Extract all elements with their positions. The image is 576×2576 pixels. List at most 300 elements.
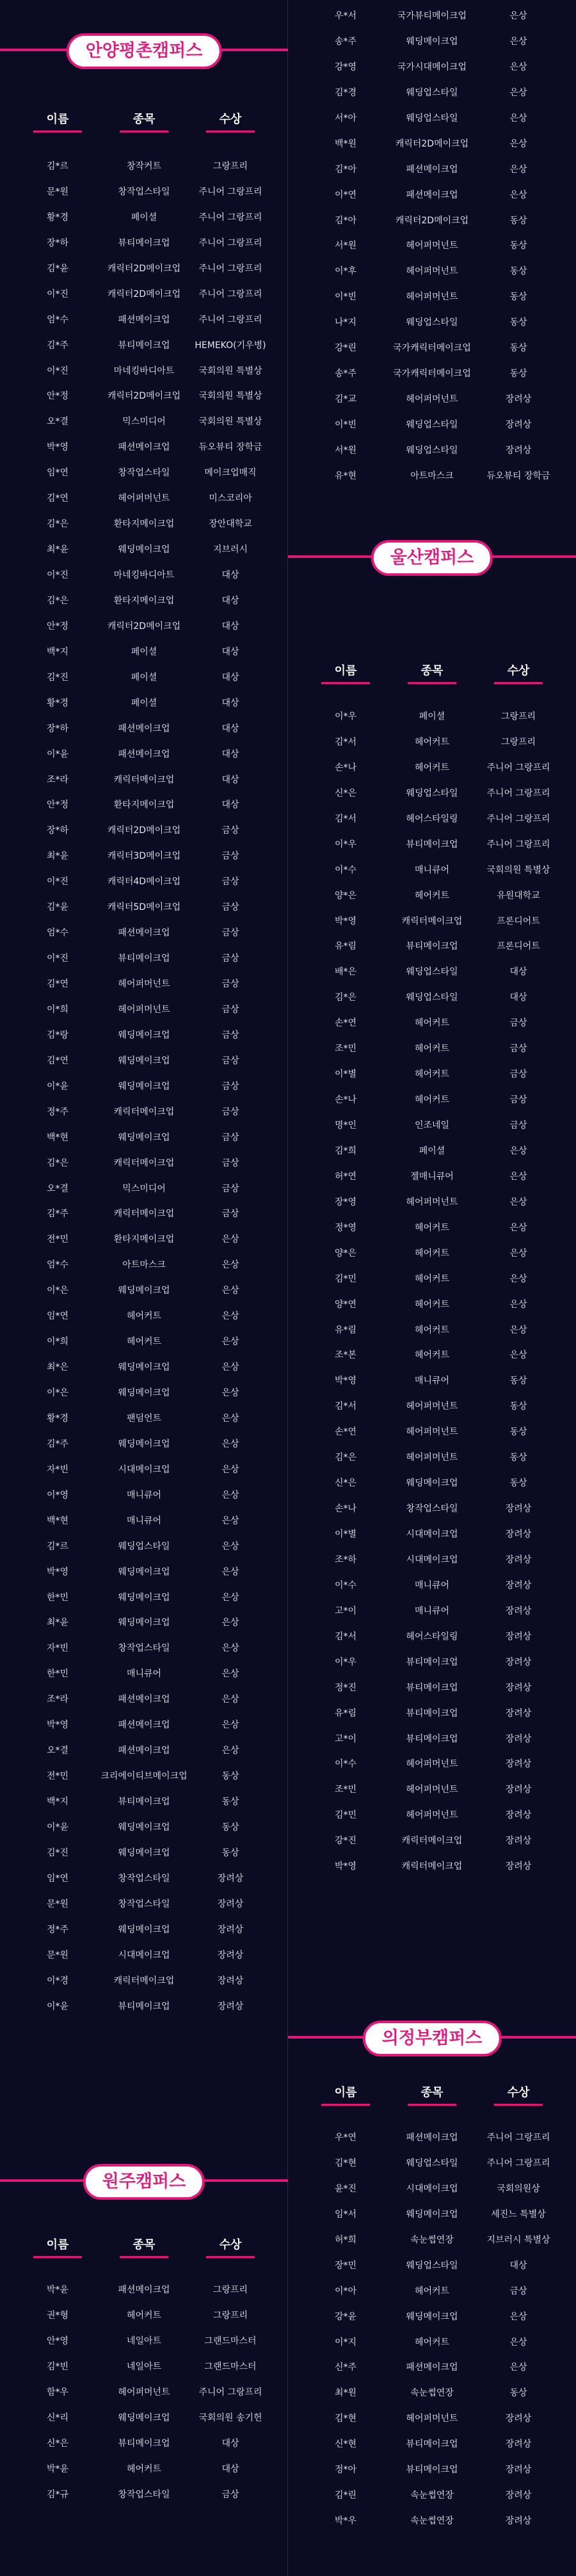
cell-name: 윤*진 (334, 2183, 357, 2194)
cell-award: 국회의원 특별상 (486, 864, 550, 875)
cell-award: 장려상 (505, 1554, 532, 1565)
cell-category: 뷰티메이크업 (118, 2438, 170, 2449)
cell-award: 금상 (221, 1030, 239, 1040)
cell-name: 김*민 (334, 1273, 357, 1284)
cell-name: 김*희 (334, 1145, 357, 1156)
cell-category: 헤어커트 (126, 2310, 162, 2321)
cell-award: 은상 (221, 1694, 239, 1705)
cell-award: 은상 (509, 113, 527, 123)
cell-name: 허*희 (334, 2234, 357, 2245)
cell-award: 동상 (509, 1401, 527, 1412)
cell-name: 박*윤 (46, 2285, 69, 2295)
cell-award: 은상 (509, 2311, 527, 2322)
cell-award: 메이크업매직 (204, 468, 257, 479)
cell-category: 창작업스타일 (118, 2489, 170, 2500)
table-header-anyang (0, 109, 288, 134)
table-row (288, 1829, 576, 1854)
cell-category: 캐릭터메이크업 (401, 916, 463, 926)
cell-name: 신*은 (46, 2438, 69, 2449)
cell-name: 김*서 (334, 813, 357, 824)
cell-category: 뷰티메이크업 (406, 1682, 458, 1693)
cell-award: 은상 (221, 1541, 239, 1552)
cell-award: 금상 (221, 1004, 239, 1015)
cell-award: 금상 (221, 2489, 239, 2500)
cell-award: 금상 (221, 851, 239, 862)
table-row (288, 310, 576, 336)
cell-award: 은상 (509, 61, 527, 72)
cell-name: 이*우 (334, 712, 357, 722)
table-row (288, 1650, 576, 1676)
cell-award: 동상 (221, 1847, 239, 1858)
cell-name: 이*은 (46, 1388, 69, 1398)
table-row (0, 282, 288, 308)
cell-award: 은상 (221, 1388, 239, 1398)
table-row (0, 998, 288, 1023)
cell-category: 헤어커트 (414, 1222, 450, 1233)
cell-category: 젤매니큐어 (410, 1171, 454, 1182)
table-row (288, 2177, 576, 2202)
cell-award: 장려상 (505, 2516, 532, 2527)
cell-award: 국회의원 송기헌 (198, 2412, 262, 2423)
cell-award: 장려상 (505, 2413, 532, 2424)
table-row (0, 589, 288, 614)
table-row (288, 1420, 576, 1445)
cell-category: 헤어퍼머넌트 (118, 979, 170, 989)
cell-award: 그랑프리 (500, 712, 536, 722)
cell-award: 대상 (221, 672, 239, 683)
table-row (0, 1304, 288, 1330)
cell-award: 은상 (509, 2337, 527, 2348)
table-row (0, 1892, 288, 1918)
cell-name: 이*은 (46, 1285, 69, 1296)
table-row (0, 2303, 288, 2329)
cell-name: 김*윤 (46, 902, 69, 913)
cell-category: 환타지메이크업 (113, 595, 175, 606)
cell-award: 은상 (509, 36, 527, 47)
cell-name: 황*경 (46, 212, 69, 223)
cell-category: 뷰티메이크업 (406, 941, 458, 952)
cell-award: 대상 (221, 646, 239, 657)
cell-category: 헤어커트 (414, 1273, 450, 1284)
cell-category: 패션메이크업 (118, 749, 170, 759)
table-row (0, 1406, 288, 1432)
cell-category: 시대메이크업 (118, 1950, 170, 1960)
cell-name: 이*진 (46, 570, 69, 580)
table-row (288, 336, 576, 362)
rows-uijeongbu (288, 2126, 576, 2534)
header-category: 종목 (420, 2086, 444, 2099)
table-row (288, 55, 576, 81)
cell-award: 은상 (221, 1413, 239, 1424)
cell-award: 주니어 그랑프리 (486, 2158, 550, 2168)
cell-category: 매니큐어 (126, 1490, 162, 1500)
cell-name: 이*수 (334, 864, 357, 875)
cell-name: 김*서 (334, 736, 357, 747)
cell-name: 박*영 (46, 1566, 69, 1577)
table-row (0, 1610, 288, 1636)
cell-name: 최*원 (334, 2388, 357, 2399)
cell-award: 그랜드마스터 (204, 2335, 257, 2346)
cell-category: 시대메이크업 (118, 1464, 170, 1475)
cell-category: 캐릭터2D메이크업 (107, 263, 181, 274)
cell-award: 장려상 (505, 1810, 532, 1821)
cell-award: 은상 (509, 189, 527, 200)
table-row (0, 2278, 288, 2303)
cell-name: 정*주 (46, 1106, 69, 1117)
table-row (288, 1445, 576, 1471)
table-row (288, 209, 576, 234)
cell-award: 장려상 (217, 1975, 244, 1986)
cell-category: 페이셜 (131, 697, 157, 708)
cell-award: 장려상 (505, 1605, 532, 1616)
table-row (288, 387, 576, 413)
cell-award: 대상 (509, 992, 527, 1003)
cell-name: 손*나 (334, 1095, 357, 1106)
cell-award: 은상 (221, 1720, 239, 1731)
cell-name: 서*원 (334, 445, 357, 456)
cell-category: 헤어퍼머넌트 (118, 493, 170, 504)
table-row (0, 435, 288, 461)
cell-name: 김*랑 (46, 1030, 69, 1040)
cell-award: 동상 (509, 241, 527, 251)
cell-category: 패션메이크업 (118, 1720, 170, 1731)
cell-category: 시대메이크업 (406, 2183, 458, 2194)
cell-award: 금상 (509, 1018, 527, 1029)
table-row (0, 461, 288, 486)
cell-category: 웨딩메이크업 (406, 1478, 458, 1489)
cell-category: 웨딩메이크업 (118, 1285, 170, 1296)
cell-award: 동상 (509, 343, 527, 354)
cell-award: 동상 (509, 369, 527, 379)
cell-category: 헤어커트 (414, 1095, 450, 1106)
cell-name: 김*경 (334, 87, 357, 98)
cell-name: 장*민 (334, 2260, 357, 2271)
table-row (288, 2126, 576, 2151)
cell-award: 금상 (221, 1055, 239, 1066)
cell-name: 정*진 (334, 1682, 357, 1693)
cell-category: 웨딩메이크업 (118, 1362, 170, 1373)
cell-category: 페이셜 (131, 646, 157, 657)
cell-category: 웨딩업스타일 (406, 317, 458, 328)
cell-award: 주니어 그랑프리 (486, 2133, 550, 2143)
cell-award: 주니어 그랑프리 (198, 237, 262, 248)
table-row (288, 2355, 576, 2381)
cell-award: 금상 (509, 1095, 527, 1106)
cell-category: 웨딩메이크업 (118, 1030, 170, 1040)
table-row (0, 1790, 288, 1815)
cell-name: 한*민 (46, 1669, 69, 1680)
table-row (0, 409, 288, 435)
cell-category: 패션메이크업 (118, 442, 170, 453)
cell-name: 신*은 (334, 788, 357, 799)
cell-category: 헤어커트 (414, 1069, 450, 1080)
cell-category: 헤어커트 (126, 2463, 162, 2474)
cell-category: 웨딩메이크업 (118, 2412, 170, 2423)
cell-name: 송*주 (334, 36, 357, 47)
cell-award: 지브러시 특별상 (486, 2234, 550, 2245)
cell-category: 헤어퍼머넌트 (406, 1810, 458, 1821)
cell-name: 최*윤 (46, 1618, 69, 1628)
cell-award: 금상 (221, 1132, 239, 1143)
cell-award: 장려상 (505, 420, 532, 430)
cell-name: 한*민 (46, 1592, 69, 1603)
cell-category: 매니큐어 (414, 1376, 450, 1387)
section-title: 의정부캠퍼스 (363, 2021, 502, 2056)
table-row (0, 1330, 288, 1355)
cell-award: 유원대학교 (497, 890, 540, 901)
cell-award: 대상 (221, 2463, 239, 2474)
cell-award: 장려상 (505, 2490, 532, 2501)
cell-category: 캐릭터메이크업 (113, 774, 175, 785)
table-row (0, 972, 288, 998)
cell-category: 네일아트 (126, 2335, 162, 2346)
cell-name: 신*주 (334, 2362, 357, 2373)
cell-award: 대상 (221, 595, 239, 606)
cell-category: 헤어커트 (126, 1311, 162, 1322)
cell-name: 자*빈 (46, 1643, 69, 1654)
cell-award: 금상 (221, 877, 239, 887)
cell-name: 김*진 (46, 1847, 69, 1858)
cell-name: 양*연 (334, 1299, 357, 1310)
cell-category: 페이셜 (131, 212, 157, 223)
table-row (288, 1676, 576, 1701)
table-row (288, 81, 576, 106)
cell-award: 금상 (509, 1044, 527, 1054)
cell-category: 헤어퍼머넌트 (118, 1004, 170, 1015)
rows-anyang (0, 154, 288, 2019)
cell-award: 주니어 그랑프리 (198, 263, 262, 274)
cell-name: 유*현 (334, 470, 357, 481)
cell-award: 은상 (221, 1234, 239, 1245)
table-row (288, 807, 576, 832)
table-row (0, 1918, 288, 1943)
cell-award: 국회의원 특별상 (198, 417, 262, 427)
cell-name: 손*연 (334, 1018, 357, 1029)
cell-award: 금상 (221, 1183, 239, 1194)
cell-award: 주니어 그랑프리 (198, 289, 262, 299)
cell-category: 속눈썹연장 (410, 2388, 454, 2399)
cell-name: 박*영 (46, 1720, 69, 1731)
section-title: 원주캠퍼스 (83, 2164, 205, 2200)
table-row (288, 1369, 576, 1394)
cell-category: 시대메이크업 (406, 1554, 458, 1565)
table-row (0, 1227, 288, 1253)
cell-category: 헤어퍼머넌트 (406, 394, 458, 405)
cell-name: 임*서 (334, 2209, 357, 2220)
cell-name: 오*결 (46, 1183, 69, 1194)
cell-category: 캐릭터메이크업 (113, 1106, 175, 1117)
table-row (288, 1497, 576, 1522)
cell-name: 오*결 (46, 417, 69, 427)
cell-category: 헤어퍼머넌트 (406, 1401, 458, 1412)
cell-category: 패션메이크업 (406, 189, 458, 200)
cell-category: 헤어커트 (414, 890, 450, 901)
table-row (0, 1202, 288, 1227)
cell-category: 헤어퍼머넌트 (406, 1759, 458, 1770)
cell-name: 박*영 (334, 916, 357, 926)
cell-award: 동상 (509, 1478, 527, 1489)
table-row (288, 960, 576, 985)
cell-award: 은상 (221, 1592, 239, 1603)
cell-category: 뷰티메이크업 (118, 2001, 170, 2012)
cell-name: 이*우 (334, 839, 357, 850)
table-row (288, 832, 576, 858)
cell-award: 장려상 (505, 1861, 532, 1872)
cell-award: 금상 (221, 928, 239, 939)
cell-category: 헤어퍼머넌트 (406, 1197, 458, 1207)
cell-name: 고*이 (334, 1605, 357, 1616)
table-row (288, 157, 576, 183)
cell-name: 조*라 (46, 1694, 69, 1705)
table-row (0, 691, 288, 717)
cell-category: 창작업스타일 (118, 1643, 170, 1654)
cell-name: 송*주 (334, 369, 357, 379)
cell-name: 김*주 (46, 1209, 69, 1220)
table-row (288, 704, 576, 730)
table-row (288, 438, 576, 464)
cell-category: 웨딩업스타일 (406, 967, 458, 978)
cell-category: 뷰티메이크업 (406, 1733, 458, 1744)
cell-name: 강*영 (334, 61, 357, 72)
table-row (288, 1343, 576, 1369)
cell-category: 웨딩메이크업 (118, 1618, 170, 1628)
table-row (288, 1625, 576, 1650)
cell-award: 은상 (509, 1273, 527, 1284)
cell-name: 신*현 (334, 2439, 357, 2450)
rows-wonju (0, 2278, 288, 2508)
cell-award: 장려상 (505, 394, 532, 405)
cell-award: 주니어 그랑프리 (486, 839, 550, 850)
cell-award: 프론디어트 (497, 941, 540, 952)
cell-category: 캐릭터메이크업 (113, 1975, 175, 1986)
cell-name: 황*경 (46, 697, 69, 708)
cell-category: 웨딩메이크업 (118, 545, 170, 555)
cell-award: 장려상 (505, 1657, 532, 1667)
cell-category: 웨딩메이크업 (118, 1822, 170, 1833)
cell-name: 최*은 (46, 1362, 69, 1373)
cell-name: 이*연 (334, 189, 357, 200)
cell-category: 시대메이크업 (406, 1529, 458, 1539)
table-row (0, 180, 288, 205)
table-header-ulsan (288, 660, 576, 686)
cell-category: 웨딩메이크업 (118, 1081, 170, 1092)
cell-name: 김*민 (334, 1810, 357, 1821)
cell-category: 창작업스타일 (118, 1898, 170, 1909)
cell-award: 장려상 (505, 1785, 532, 1795)
table-row (0, 1125, 288, 1151)
cell-category: 창작커트 (126, 161, 162, 171)
cell-category: 페이셜 (419, 1145, 445, 1156)
cell-category: 헤어퍼머넌트 (118, 2387, 170, 2397)
cell-name: 김*은 (334, 1452, 357, 1463)
table-row (288, 730, 576, 756)
table-row (0, 1049, 288, 1074)
cell-category: 환타지메이크업 (113, 519, 175, 530)
cell-name: 김*연 (46, 1055, 69, 1066)
cell-category: 헤어커트 (414, 736, 450, 747)
table-row (0, 640, 288, 665)
table-row (0, 1969, 288, 1994)
table-row (0, 1534, 288, 1560)
table-row (288, 2305, 576, 2330)
cell-name: 장*하 (46, 723, 69, 734)
cell-name: 장*하 (46, 237, 69, 248)
table-row (0, 2355, 288, 2380)
cell-award: 대상 (221, 723, 239, 734)
cell-category: 네일아트 (126, 2361, 162, 2372)
cell-category: 캐릭터2D메이크업 (107, 825, 181, 836)
table-row (0, 844, 288, 870)
table-row (0, 768, 288, 793)
table-row (0, 1432, 288, 1458)
cell-name: 김*연 (46, 979, 69, 989)
cell-name: 정*아 (334, 2465, 357, 2476)
cell-name: 이*윤 (46, 1822, 69, 1833)
table-row (0, 1177, 288, 1202)
cell-award: 대상 (509, 967, 527, 978)
cell-award: 은상 (509, 1197, 527, 1207)
cell-category: 아트마스크 (122, 1260, 166, 1271)
cell-category: 뷰티메이크업 (406, 2465, 458, 2476)
cell-category: 국가뷰티메이크업 (397, 11, 467, 21)
cell-category: 웨딩메이크업 (406, 2209, 458, 2220)
cell-name: 강*린 (334, 343, 357, 354)
cell-name: 이*진 (46, 953, 69, 964)
table-row (288, 1062, 576, 1088)
table-row (0, 1253, 288, 1278)
cell-name: 안*정 (46, 621, 69, 632)
cell-category: 환타지메이크업 (113, 800, 175, 811)
table-row (0, 793, 288, 818)
cell-category: 캐릭터메이크업 (113, 1157, 175, 1168)
cell-category: 헤어커트 (414, 1018, 450, 1029)
table-row (0, 2380, 288, 2406)
cell-name: 김*르 (46, 161, 69, 171)
table-row (0, 1994, 288, 2020)
cell-category: 캐릭터2D메이크업 (107, 289, 181, 299)
cell-award: 주니어 그랑프리 (198, 186, 262, 197)
table-row (0, 1764, 288, 1790)
cell-category: 웨딩업스타일 (406, 87, 458, 98)
table-row (0, 1586, 288, 1611)
table-row (288, 2432, 576, 2458)
cell-name: 김*현 (334, 2413, 357, 2424)
cell-name: 이*희 (46, 1004, 69, 1015)
cell-award: 국회의원 특별상 (198, 391, 262, 402)
cell-category: 뷰티메이크업 (118, 953, 170, 964)
cell-award: 주니어 그랑프리 (486, 788, 550, 799)
cell-name: 명*인 (334, 1120, 357, 1131)
cell-name: 김*현 (334, 2158, 357, 2168)
cell-name: 정*영 (334, 1222, 357, 1233)
table-row (288, 1471, 576, 1497)
cell-award: 대상 (221, 749, 239, 759)
table-row (0, 512, 288, 537)
cell-category: 크리에이티브메이크업 (100, 1771, 188, 1782)
table-row (288, 1139, 576, 1165)
cell-name: 이*수 (334, 1759, 357, 1770)
table-row (0, 1713, 288, 1738)
cell-name: 서*아 (334, 113, 357, 123)
cell-category: 뷰티메이크업 (406, 2439, 458, 2450)
cell-name: 우*서 (334, 11, 357, 21)
cell-name: 이*빈 (334, 420, 357, 430)
cell-award: 주니어 그랑프리 (198, 212, 262, 223)
table-row (0, 1687, 288, 1713)
cell-category: 헤어커트 (414, 1299, 450, 1310)
header-award: 수상 (219, 2238, 242, 2252)
cell-name: 우*연 (334, 2133, 357, 2143)
